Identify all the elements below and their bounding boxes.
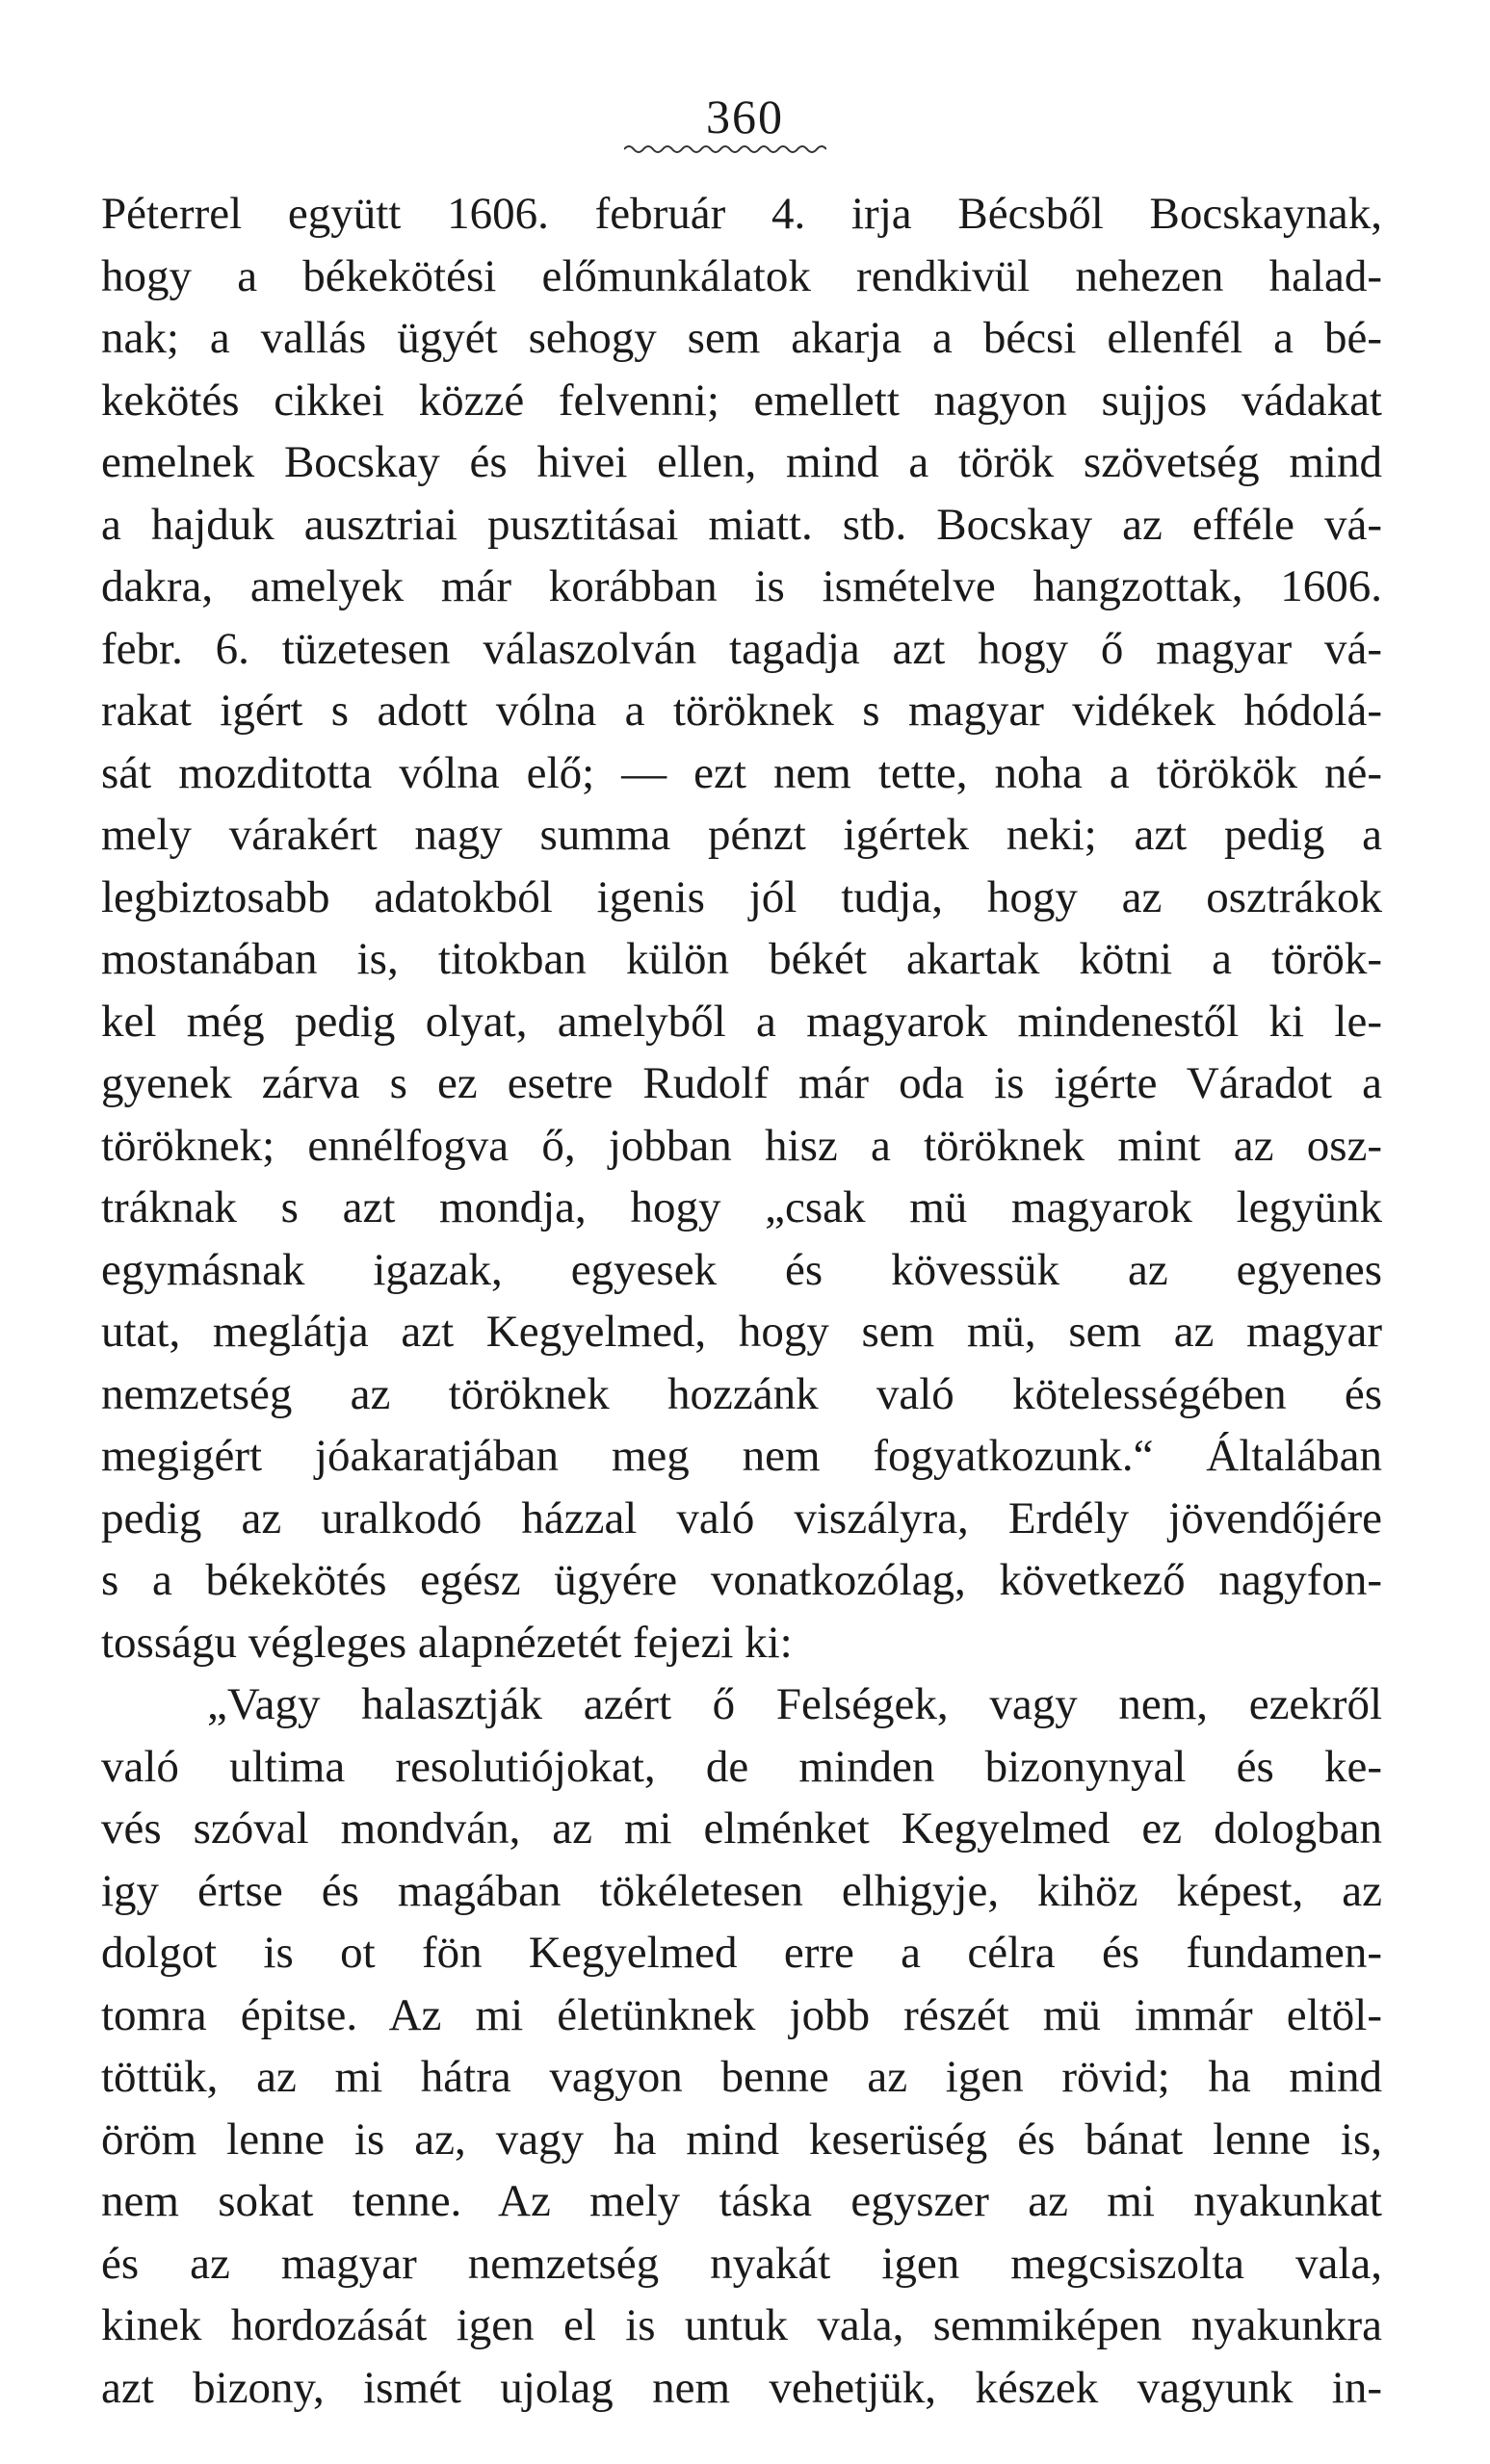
text-line: nemzetség az töröknek hozzánk való kötelességében és <box>101 1368 1382 1419</box>
text-line: mely várakért nagy summa pénzt igértek neki; azt pedig a <box>101 810 1382 860</box>
text-line: hogy a békekötési előmunkálatok rendkivül nehezen halad- <box>101 250 1382 301</box>
text-line: tráknak s azt mondja, hogy „csak mü magyarok legyünk <box>101 1182 1382 1232</box>
text-line: a hajduk ausztriai pusztitásai miatt. stb. Bocskay az efféle vá- <box>101 499 1382 550</box>
text-line: pedig az uralkodó házzal való viszályra, Erdély jövendőjére <box>101 1492 1382 1543</box>
text-line: dakra, amelyek már korábban is ismételve hangzottak, 1606. <box>101 561 1382 611</box>
text-line: kinek hordozását igen el is untuk vala, semmiképen nyakunkra <box>101 2300 1382 2350</box>
text-line: kel még pedig olyat, amelyből a magyarok mindenestől ki le- <box>101 996 1382 1047</box>
wavy-rule-ornament <box>624 143 826 156</box>
text-line: emelnek Bocskay és hivei ellen, mind a török szövetség mind <box>101 437 1382 487</box>
text-line: megigért jóakaratjában meg nem fogyatkozunk.“ Általában <box>101 1431 1382 1481</box>
text-line: egymásnak igazak, egyesek és kövessük az egyenes <box>101 1244 1382 1295</box>
text-line: mostanában is, titokban külön békét akartak kötni a török- <box>101 934 1382 984</box>
text-line: kekötés cikkei közzé felvenni; emellett nagyon sujjos vádakat <box>101 375 1382 426</box>
text-line: gyenek zárva s ez esetre Rudolf már oda is igérte Váradot a <box>101 1058 1382 1108</box>
text-line: dolgot is ot fön Kegyelmed erre a célra és fundamen- <box>101 1928 1382 1978</box>
text-line: tosságu végleges alapnézetét fejezi ki: <box>101 1617 793 1668</box>
text-line: igy értse és magában tökéletesen elhigyje, kihöz képest, az <box>101 1865 1382 1916</box>
text-line: „Vagy halasztják azért ő Felségek, vagy nem, ezekről <box>207 1679 1382 1729</box>
text-line: rakat igért s adott vólna a töröknek s magyar vidékek hódolá- <box>101 686 1382 736</box>
text-line: nak; a vallás ügyét sehogy sem akarja a bécsi ellenfél a bé- <box>101 313 1382 363</box>
text-line: töröknek; ennélfogva ő, jobban hisz a töröknek mint az osz- <box>101 1120 1382 1171</box>
text-line: vés szóval mondván, az mi elménket Kegyelmed ez dologban <box>101 1803 1382 1854</box>
text-line: való ultima resolutiójokat, de minden bizonynyal és ke- <box>101 1741 1382 1792</box>
text-line: és az magyar nemzetség nyakát igen megcsiszolta vala, <box>101 2238 1382 2289</box>
text-line: utat, meglátja azt Kegyelmed, hogy sem mü, sem az magyar <box>101 1307 1382 1357</box>
text-line: sát mozditotta vólna elő; — ezt nem tette, noha a törökök né- <box>101 747 1382 798</box>
text-line: tomra épitse. Az mi életünknek jobb részét mü immár eltöl- <box>101 1989 1382 2040</box>
body-text <box>101 183 1382 2419</box>
text-line: s a békekötés egész ügyére vonatkozólag, következő nagyfon- <box>101 1555 1382 1605</box>
text-line: nem sokat tenne. Az mely táska egyszer az mi nyakunkat <box>101 2176 1382 2226</box>
text-line: töttük, az mi hátra vagyon benne az igen rövid; ha mind <box>101 2052 1382 2102</box>
text-line: Péterrel együtt 1606. február 4. irja Bécsből Bocskaynak, <box>101 189 1382 239</box>
text-line: öröm lenne is az, vagy ha mind keserüség és bánat lenne is, <box>101 2114 1382 2165</box>
page-number: 360 <box>706 90 784 143</box>
text-line: azt bizony, ismét ujolag nem vehetjük, készek vagyunk in- <box>101 2362 1382 2413</box>
text-line: legbiztosabb adatokból igenis jól tudja, hogy az osztrákok <box>101 871 1382 922</box>
text-line: febr. 6. tüzetesen válaszolván tagadja azt hogy ő magyar vá- <box>101 623 1382 674</box>
